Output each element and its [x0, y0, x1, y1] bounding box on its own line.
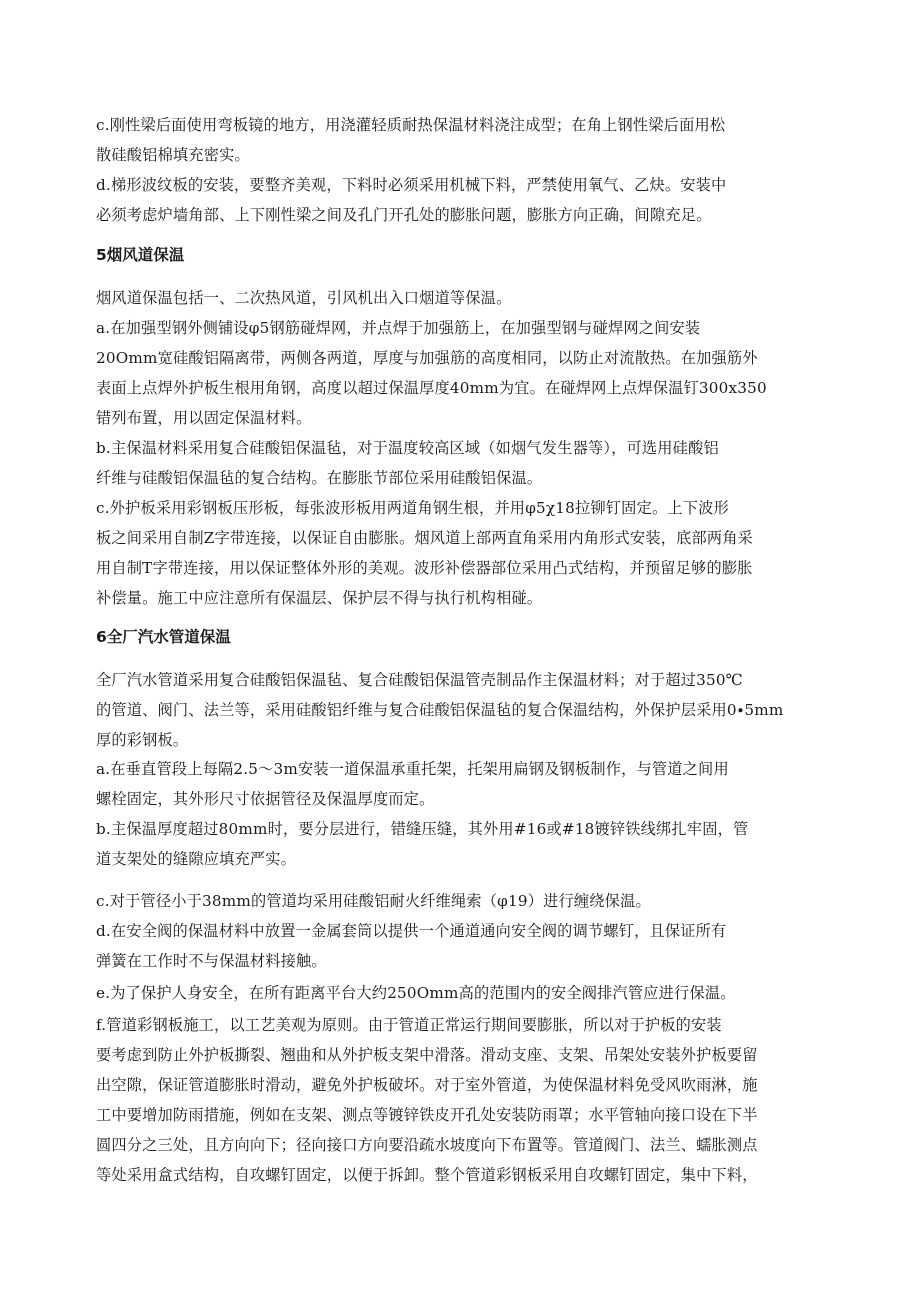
paragraph-line: 工中要增加防雨措施，例如在支架、测点等镀锌铁皮开孔处安装防雨罩；水平管轴向接口设在下半	[96, 1106, 758, 1124]
paragraph-line: 螺栓固定，其外形尺寸依据管径及保温厚度而定。	[96, 790, 435, 808]
paragraph-line: 圆四分之三处，且方向向下；径向接口方向要沿疏水坡度向下布置等。管道阀门、法兰、蠕胀测点	[96, 1136, 758, 1154]
paragraph	[96, 754, 830, 814]
paragraph-line: 散硅酸铝棉填充密实。	[96, 146, 250, 164]
paragraph-line: 烟风道保温包括一、二次热风道，引风机出入口烟道等保温。	[96, 289, 512, 307]
paragraph-line: 20Omm宽硅酸铝隔离带，两侧各两道，厚度与加强筋的高度相同，以防止对流散热。在加强筋外	[96, 349, 758, 367]
paragraph-line: d.梯形波纹板的安装，要整齐美观，下料时必须采用机械下料，严禁使用氧气、乙炔。安装中	[96, 176, 727, 194]
paragraph-line: 要考虑到防止外护板撕裂、翘曲和从外护板支架中滑落。滑动支座、支架、吊架处安装外护板要留	[96, 1046, 758, 1064]
paragraph-line: 的管道、阀门、法兰等，采用硅酸铝纤维与复合硅酸铝保温毡的复合保温结构，外保护层采用0∙5mm	[96, 701, 784, 719]
paragraph-line: 厚的彩钢板。	[96, 731, 189, 749]
paragraph	[96, 170, 830, 230]
paragraph-line: c.对于管径小于38mm的管道均采用硅酸铝耐火纤维绳索（φ19）进行缠绕保温。	[96, 892, 651, 910]
paragraph	[96, 283, 830, 313]
paragraph	[96, 110, 830, 170]
paragraph-line: 补偿量。施工中应注意所有保温层、保护层不得与执行机构相碰。	[96, 589, 543, 607]
paragraph-line: a.在加强型钢外侧铺设φ5钢筋碰焊网，并点焊于加强筋上，在加强型钢与碰焊网之间安装	[96, 319, 701, 337]
paragraph-line: 全厂汽水管道采用复合硅酸铝保温毡、复合硅酸铝保温管壳制品作主保温材料；对于超过350℃	[96, 671, 743, 689]
paragraph-line: 必须考虑炉墙角部、上下刚性梁之间及孔门开孔处的膨胀问题，膨胀方向正确，间隙充足。	[96, 206, 712, 224]
paragraph-line: 出空隙，保证管道膨胀时滑动，避免外护板破坏。对于室外管道，为使保温材料免受风吹雨淋，施	[96, 1076, 758, 1094]
paragraph-line: a.在垂直管段上每隔2.5～3m安装一道保温承重托架，托架用扁钢及钢板制作，与管道之间用	[96, 760, 729, 778]
paragraph-line: 纤维与硅酸铝保温毡的复合结构。在膨胀节部位采用硅酸铝保温。	[96, 469, 543, 487]
paragraph-line: f.管道彩钢板施工，以工艺美观为原则。由于管道正常运行期间要膨胀，所以对于护板的安装	[96, 1016, 722, 1034]
paragraph-line: b.主保温材料采用复合硅酸铝保温毡，对于温度较高区域（如烟气发生器等），可选用硅酸铝	[96, 439, 719, 457]
section-heading	[96, 240, 830, 270]
paragraph	[96, 433, 830, 493]
paragraph	[96, 916, 830, 976]
paragraph-line: 等处采用盒式结构，自攻螺钉固定，以便于拆卸。整个管道彩钢板采用自攻螺钉固定，集中下料，	[96, 1166, 758, 1184]
heading-text: 6全厂汽水管道保温	[96, 628, 231, 646]
paragraph	[96, 665, 830, 755]
paragraph-line: 错列布置，用以固定保温材料。	[96, 409, 312, 427]
paragraph	[96, 313, 830, 433]
paragraph-line: c.外护板采用彩钢板压形板，每张波形板用两道角钢生根，并用φ5χ18拉铆钉固定。上下波形	[96, 499, 729, 517]
paragraph	[96, 493, 830, 613]
paragraph-line: 表面上点焊外护板生根用角钢，高度以超过保温厚度40mm为宜。在碰焊网上点焊保温钉300x350	[96, 379, 767, 397]
paragraph-line: b.主保温厚度超过80mm时，要分层进行，错缝压缝，其外用#16或#18镀锌铁线绑扎牢固，管	[96, 820, 749, 838]
paragraph-line: 弹簧在工作时不与保温材料接触。	[96, 952, 327, 970]
paragraph	[96, 1010, 830, 1190]
paragraph-line: 板之间采用自制Z字带连接，以保证自由膨胀。烟风道上部两直角采用内角形式安装，底部两角采	[96, 529, 754, 547]
paragraph-line: e.为了保护人身安全，在所有距离平台大约250Omm高的范围内的安全阀排汽管应进行保温。	[96, 984, 736, 1002]
heading-text: 5烟风道保温	[96, 246, 185, 264]
paragraph	[96, 886, 830, 916]
paragraph-line: 道支架处的缝隙应填充严实。	[96, 850, 297, 868]
paragraph	[96, 978, 830, 1008]
section-heading	[96, 622, 830, 652]
paragraph-line: 用自制T字带连接，用以保证整体外形的美观。波形补偿器部位采用凸式结构，并预留足够的膨胀	[96, 559, 753, 577]
paragraph	[96, 814, 830, 874]
paragraph-line: c.刚性梁后面使用弯板镜的地方，用浇灌轻质耐热保温材料浇注成型；在角上钢性梁后面用松	[96, 116, 726, 134]
paragraph-line: d.在安全阀的保温材料中放置一金属套筒以提供一个通道通向安全阀的调节螺钉，且保证所有	[96, 922, 727, 940]
